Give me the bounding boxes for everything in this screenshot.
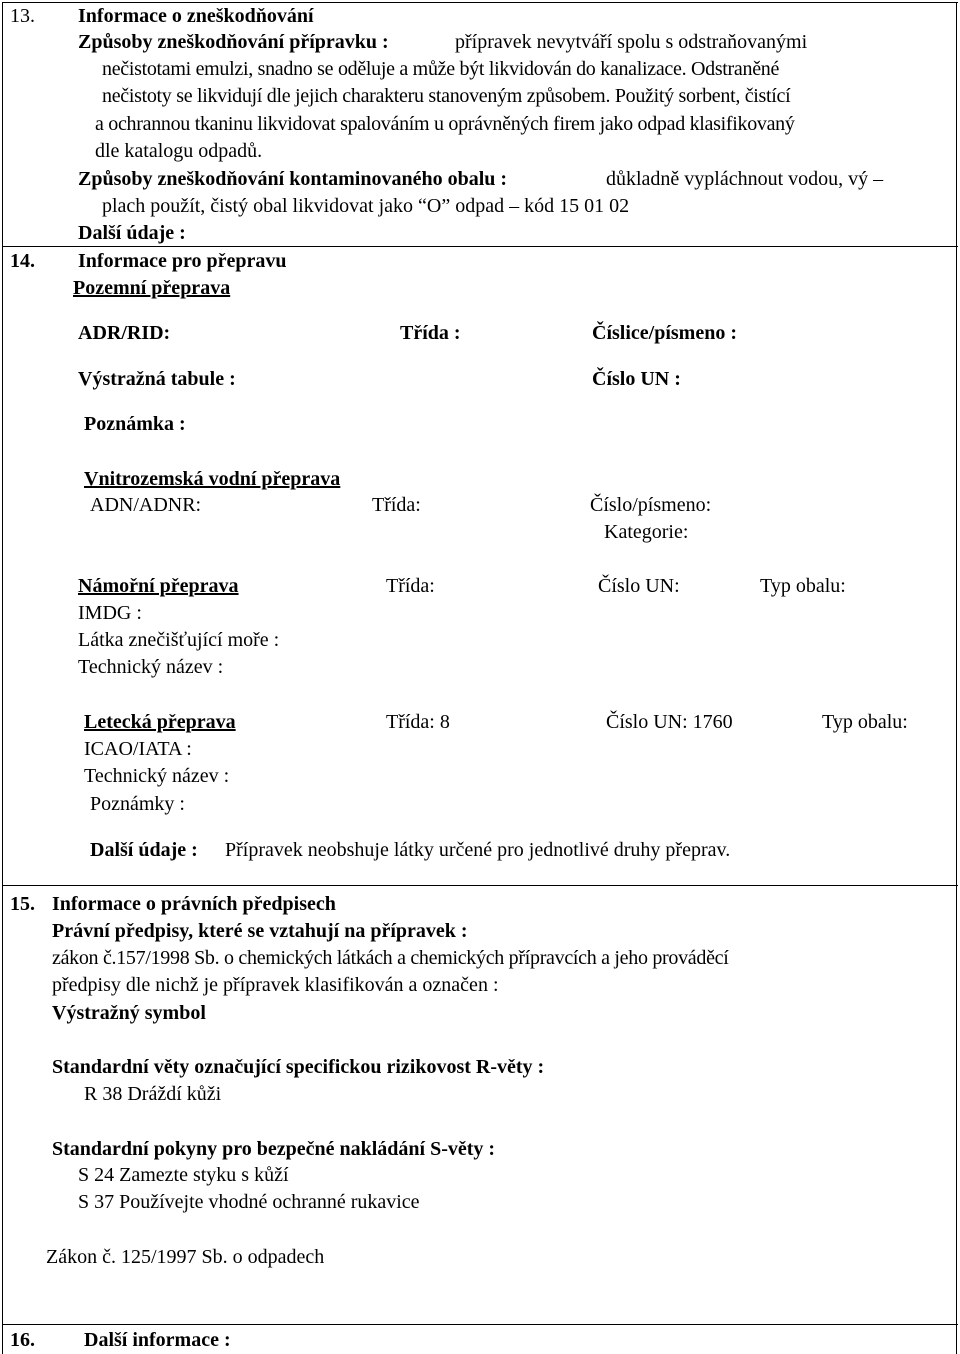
packaging-text-2: plach použít, čistý obal likvidovat jako “O” odpad – kód 15 01 02: [102, 195, 630, 217]
top-border: [2, 2, 958, 3]
sea-packaging-type: Typ obalu:: [760, 575, 846, 597]
adn-class: Třída:: [372, 494, 421, 516]
adn-number-letter: Číslo/písmeno:: [590, 494, 712, 516]
packaging-label: Způsoby zneškodňování kontaminovaného obalu :: [78, 168, 508, 190]
section-15-number: 15.: [10, 893, 35, 915]
marine-pollutant-label: Látka znečišťující moře :: [78, 629, 280, 651]
un-number-label: Číslo UN :: [592, 368, 681, 390]
s-phrase-item: S 37 Používejte vhodné ochranné rukavice: [78, 1191, 420, 1213]
legal-regulations-label: Právní předpisy, které se vztahují na přípravek :: [52, 920, 468, 942]
section-14-divider: [2, 246, 958, 247]
packaging-text-1: důkladně vypláchnout vodou, vý –: [606, 168, 884, 190]
air-un-number: Číslo UN: 1760: [606, 711, 733, 733]
section-15-divider: [2, 885, 958, 886]
section-13-number: 13.: [10, 5, 35, 27]
section-14-other-text: Přípravek neobshuje látky určené pro jednotlivé druhy přeprav.: [225, 839, 731, 861]
section-14-number: 14.: [10, 250, 35, 272]
land-transport-heading: Pozemní přeprava: [73, 277, 231, 299]
sea-class: Třída:: [386, 575, 435, 597]
air-technical-name-label: Technický název :: [84, 765, 230, 787]
section-13-title: Informace o zneškodňování: [78, 5, 314, 27]
disposal-text-4: a ochrannou tkaninu likvidovat spalováním u oprávněných firem jako odpad klasifikovaný: [95, 113, 795, 135]
section-16-title: Další informace :: [84, 1329, 231, 1351]
r-phrases-heading: Standardní věty označující specifickou rizikovost R-věty :: [52, 1056, 545, 1078]
adn-category: Kategorie:: [604, 521, 689, 543]
law-text-2: předpisy dle nichž je přípravek klasifikován a označen :: [52, 974, 499, 996]
s-phrase-item: S 24 Zamezte styku s kůží: [78, 1164, 289, 1186]
adn-label: ADN/ADNR:: [90, 494, 202, 516]
sea-un-number: Číslo UN:: [598, 575, 680, 597]
waste-law-text: Zákon č. 125/1997 Sb. o odpadech: [46, 1246, 325, 1268]
adr-label: ADR/RID:: [78, 322, 171, 344]
disposal-text-2: nečistotami emulzi, snadno se oděluje a může být likvidován do kanalizace. Odstraněné: [102, 58, 780, 80]
disposal-text-3: nečistoty se likvidují dle jejich charakteru stanoveným způsobem. Použitý sorbent, čistící: [102, 85, 791, 107]
inland-water-heading: Vnitrozemská vodní přeprava: [84, 468, 341, 490]
right-border: [956, 2, 957, 1354]
disposal-label: Způsoby zneškodňování přípravku :: [78, 31, 389, 53]
s-phrases-heading: Standardní pokyny pro bezpečné nakládání S-věty :: [52, 1138, 496, 1160]
section-16-divider: [2, 1324, 958, 1325]
adr-number-letter: Číslice/písmeno :: [592, 322, 737, 344]
disposal-text-1: přípravek nevytváří spolu s odstraňovanými: [455, 31, 808, 53]
section-14-other-label: Další údaje :: [90, 839, 198, 861]
imdg-label: IMDG :: [78, 602, 142, 624]
sea-transport-heading: Námořní přeprava: [78, 575, 239, 597]
air-packaging-type: Typ obalu:: [822, 711, 908, 733]
air-class: Třída: 8: [386, 711, 450, 733]
adr-class: Třída :: [400, 322, 461, 344]
section-16-number: 16.: [10, 1329, 35, 1351]
disposal-text-5: dle katalogu odpadů.: [95, 140, 263, 162]
warning-plate-label: Výstražná tabule :: [78, 368, 236, 390]
r-phrase-item: R 38 Dráždí kůži: [84, 1083, 222, 1105]
section-14-title: Informace pro přepravu: [78, 250, 287, 272]
warning-symbol-label: Výstražný symbol: [52, 1002, 206, 1024]
law-text-1: zákon č.157/1998 Sb. o chemických látkách a chemických přípravcích a jeho prováděcí: [52, 947, 729, 969]
left-border: [2, 2, 3, 1354]
air-notes-label: Poznámky :: [90, 793, 185, 815]
sea-technical-name-label: Technický název :: [78, 656, 224, 678]
section-13-other-label: Další údaje :: [78, 222, 186, 244]
air-transport-heading: Letecká přeprava: [84, 711, 236, 733]
note-label: Poznámka :: [84, 413, 186, 435]
section-15-title: Informace o právních předpisech: [52, 893, 336, 915]
icao-iata-label: ICAO/IATA :: [84, 738, 192, 760]
